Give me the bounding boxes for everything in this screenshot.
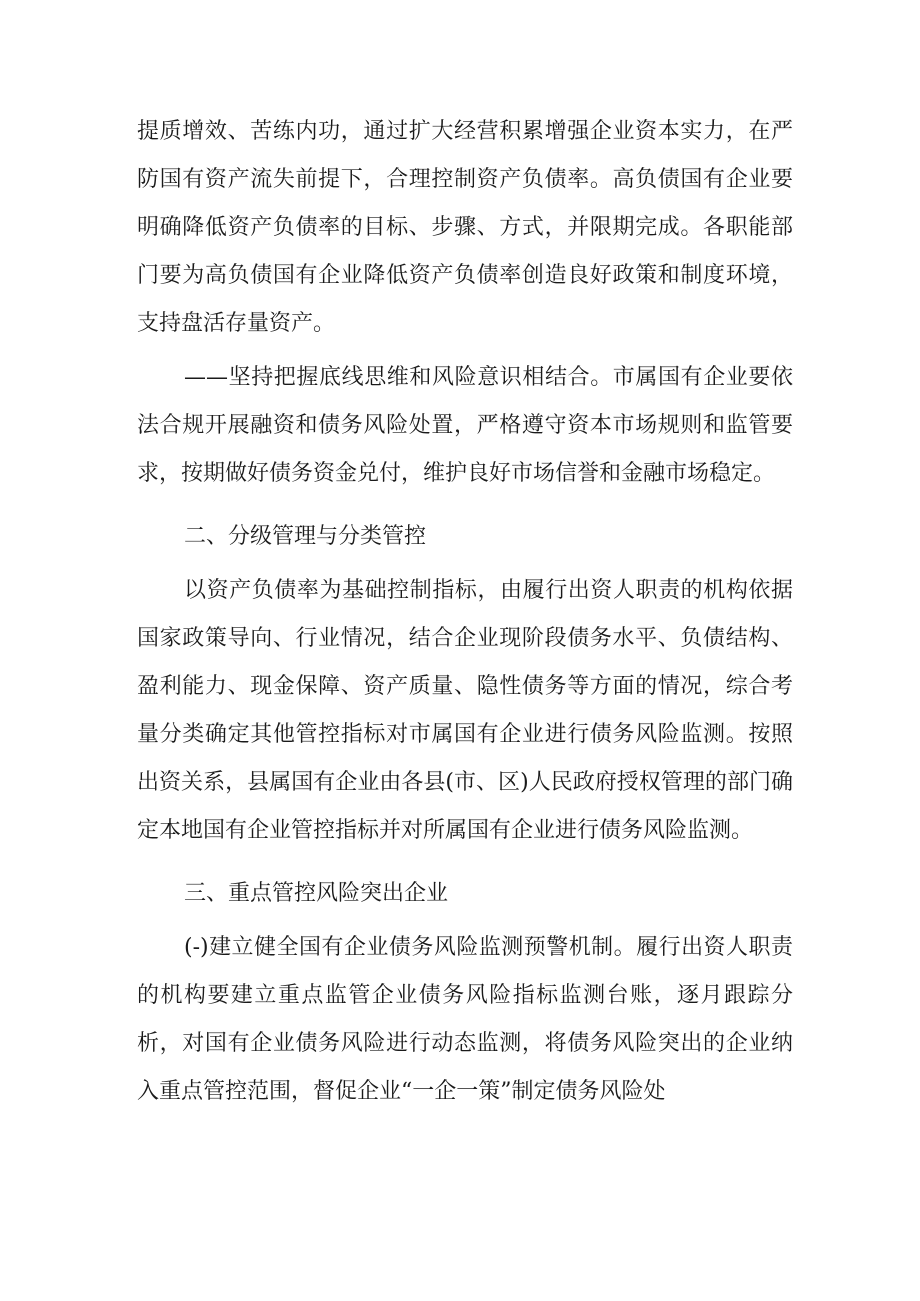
section-heading-3: 三、重点管控风险突出企业: [184, 881, 449, 906]
paragraph-capital-strength: 提质增效、苦练内功，通过扩大经营积累增强企业资本实力，在严防国有资产流失前提下，合理控制资产负债率。高负债国有企业要明确降低资产负债率的目标、步骤、方式，并限期完成。各职能部门要为高负债国有企业降低资产负债率创造良好政策和制度环境，支持盘活存量资产。: [137, 119, 793, 336]
paragraph-bottom-line-thinking: ——坚持把握底线思维和风险意识相结合。市属国有企业要依法合规开展融资和债务风险处置，严格遵守资本市场规则和监管要求，按期做好债务资金兑付，维护良好市场信誉和金融市场稳定。: [137, 365, 793, 486]
document-body: [137, 108, 793, 1116]
paragraph-leverage-indicators: 以资产负债率为基础控制指标，由履行出资人职责的机构依据国家政策导向、行业情况，结合企业现阶段债务水平、负债结构、盈利能力、现金保障、资产质量、隐性债务等方面的情况，综合考量分类确定其他管控指标对市属国有企业进行债务风险监测。按照出资关系，县属国有企业由各县(市、区)人民政府授权管理的部门确定本地国有企业管控指标并对所属国有企业进行债务风险监测。: [137, 578, 793, 843]
section-heading-2: 二、分级管理与分类管控: [184, 524, 427, 549]
paragraph-risk-monitoring: (-)建立健全国有企业债务风险监测预警机制。履行出资人职责的机构要建立重点监管企业债务风险指标监测台账，逐月跟踪分析，对国有企业债务风险进行动态监测，将债务风险突出的企业纳入重点管控范围，督促企业“一企一策”制定债务风险处: [137, 935, 793, 1104]
